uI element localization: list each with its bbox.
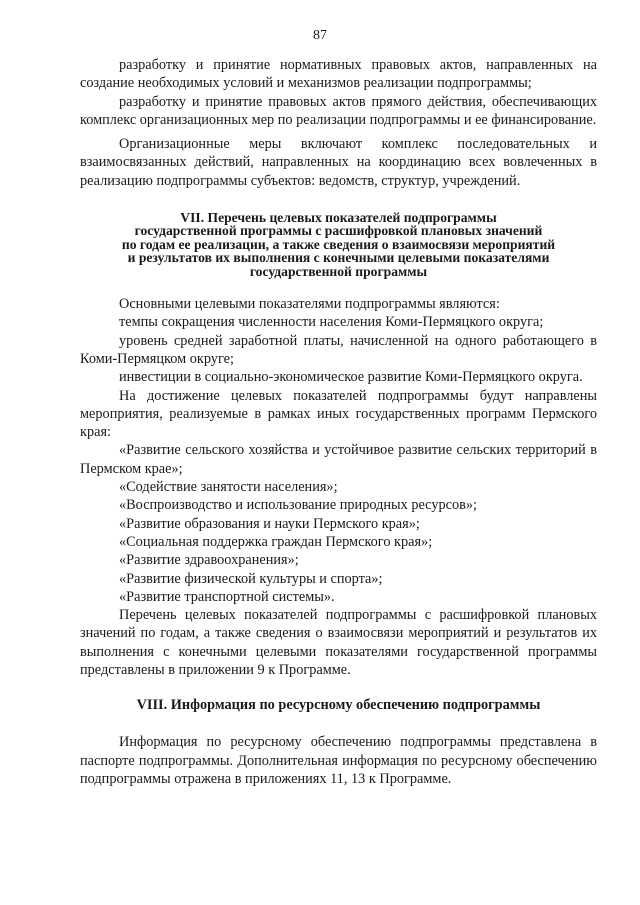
- intro-paragraph-3: Организационные меры включают комплекс последовательных и взаимосвязанных действий, направленных на координацию всех вовлеченных в реализацию подпрограммы субъектов: ведомств, структур, учреждений.: [80, 136, 597, 189]
- page-number: 87: [313, 28, 327, 43]
- program-list-item: «Развитие физической культуры и спорта»;: [119, 570, 383, 587]
- section-7-heading-line: государственной программы с расшифровкой плановых значений: [134, 223, 543, 239]
- program-list-item: «Воспроизводство и использование природных ресурсов»;: [119, 497, 478, 514]
- section-7-paragraph: Перечень целевых показателей подпрограммы с расшифровкой плановых значений по годам, а также сведения о взаимосвязи мероприятий и результатов их выполнения с конечными целевыми показателями государственной программы представлены в приложении 9 к Программе.: [80, 607, 597, 679]
- program-list-item: «Развитие транспортной системы».: [119, 588, 335, 605]
- section-8-paragraph: Информация по ресурсному обеспечению подпрограммы представлена в паспорте подпрограммы. Дополнительная информация по ресурсному обеспечению подпрограммы отражена в приложениях 11, 13 к Программе.: [80, 734, 597, 787]
- section-7-paragraph: Основными целевыми показателями подпрограммы являются:: [119, 296, 500, 313]
- section-7-heading: [80, 211, 597, 278]
- intro-paragraph-2: разработку и принятие правовых актов прямого действия, обеспечивающих комплекс организационных мер по реализации подпрограммы и ее финансирование.: [80, 93, 597, 128]
- target-indicator-item: темпы сокращения численности населения Коми-Пермяцкого округа;: [119, 314, 544, 331]
- section-7-heading-line: государственной программы: [249, 263, 428, 279]
- program-list-item: «Социальная поддержка граждан Пермского края»;: [119, 533, 433, 550]
- section-7-heading-line: по годам ее реализации, а также сведения о взаимосвязи мероприятий: [121, 236, 556, 252]
- section-8-heading: VIII. Информация по ресурсному обеспечению подпрограммы: [136, 697, 541, 714]
- target-indicator-item: инвестиции в социально-экономическое развитие Коми-Пермяцкого округа.: [119, 369, 583, 386]
- intro-paragraph-1: разработку и принятие нормативных правовых актов, направленных на создание необходимых условий и механизмов реализации подпрограммы;: [80, 57, 597, 92]
- program-list-item: «Содействие занятости населения»;: [119, 479, 338, 496]
- document-body: [80, 56, 597, 788]
- section-7-heading-line: VII. Перечень целевых показателей подпрограммы: [180, 210, 497, 226]
- program-list-item: «Развитие здравоохранения»;: [119, 552, 299, 569]
- target-indicator-item: уровень средней заработной платы, начисленной на одного работающего в Коми-Пермяцком округе;: [80, 332, 597, 367]
- program-list-item: «Развитие образования и науки Пермского края»;: [119, 515, 420, 532]
- section-7-paragraph: На достижение целевых показателей подпрограммы будут направлены мероприятия, реализуемые в рамках иных государственных программ Пермского края:: [80, 387, 597, 441]
- program-list-item: «Развитие сельского хозяйства и устойчивое развитие сельских территорий в Пермском крае»;: [80, 442, 597, 477]
- section-7-heading-line: и результатов их выполнения с конечными целевыми показателями: [127, 250, 550, 266]
